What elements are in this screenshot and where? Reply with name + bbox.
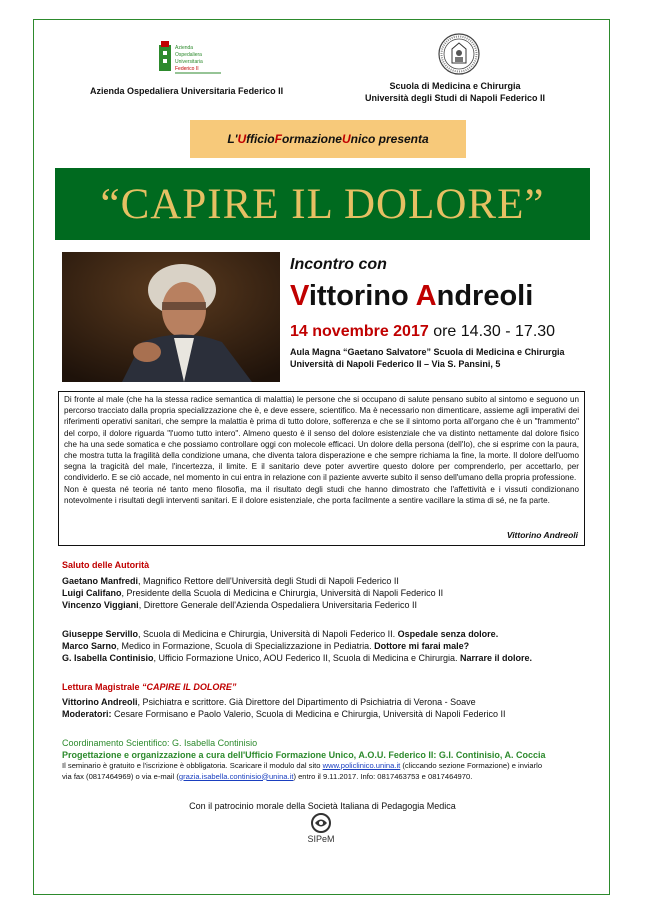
presenta-initial: F xyxy=(274,132,282,146)
aou-federico-ii-logo xyxy=(155,37,225,77)
info-text: via fax (0817464969) o via e-mail ( xyxy=(62,771,179,781)
saluto-title: Saluto delle Autorità xyxy=(62,560,150,570)
talk-title: Narrare il dolore. xyxy=(460,653,533,664)
presenta-box xyxy=(190,120,466,158)
speaker-role: , Scuola di Medicina e Chirurgia, Università di Napoli Federico II. xyxy=(138,629,398,639)
coordinamento-line1: Coordinamento Scientifico: G. Isabella Continisio xyxy=(62,738,258,748)
sipem-logo-block xyxy=(296,812,346,844)
info-text: Il seminario è gratuito e l'iscrizione è obbligatoria. Scaricare il modulo dal sito xyxy=(62,761,323,770)
website-link[interactable]: www.policlinico.unina.it xyxy=(322,761,401,770)
speaker-role: , Ufficio Formazione Unico, AOU Federico II, Scuola di Medicina e Chirurgia. xyxy=(153,653,460,664)
saluto-item xyxy=(62,599,443,611)
intervento-item xyxy=(62,640,532,652)
org-right-line2: Università degli Studi di Napoli Federico II xyxy=(364,93,546,103)
coordinamento-block xyxy=(62,738,546,782)
authority-name: Gaetano Manfredi xyxy=(62,576,139,586)
lettura-details xyxy=(62,696,506,720)
event-venue xyxy=(290,346,590,370)
speaker-role: , Medico in Formazione, Scuola di Specializzazione in Pediatria. xyxy=(116,641,375,652)
svg-text:Universitaria: Universitaria xyxy=(175,59,203,65)
lettura-speaker-role: , Psichiatra e scrittore. Già Direttore del Dipartimento di Psichiatria di Verona - Soave xyxy=(137,697,476,707)
lettura-prefix: Lettura Magistrale xyxy=(62,682,143,692)
email-link[interactable]: grazia.isabella.continisio@unina.it xyxy=(178,771,294,781)
presenta-text: nico presenta xyxy=(350,132,429,146)
interventi-list xyxy=(62,628,532,665)
svg-text:Ospedaliera: Ospedaliera xyxy=(175,52,202,58)
quote-box xyxy=(58,391,585,546)
presenta-text: L' xyxy=(227,132,238,146)
moderatori-label: Moderatori: xyxy=(62,709,112,720)
event-date: 14 novembre 2017 xyxy=(290,323,429,340)
presenta-text: fficio xyxy=(246,132,275,146)
lettura-speaker xyxy=(62,696,506,708)
speaker-name: G. Isabella Continisio xyxy=(62,653,154,664)
coordinamento-line2: Progettazione e organizzazione a cura dell'Ufficio Formazione Unico, A.O.U. Federico II: G.I. Continisio, A. Coccia xyxy=(62,750,546,760)
speaker-name xyxy=(290,280,533,313)
event-time: ore 14.30 - 17.30 xyxy=(433,323,556,340)
venue-line2: Università di Napoli Federico II – Via S. Pansini, 5 xyxy=(290,359,501,369)
registration-info-line1 xyxy=(62,761,546,772)
talk-title: Dottore mi farai male? xyxy=(374,641,470,652)
patrocinio-text: Con il patrocinio morale della Società Italiana di Pedagogia Medica xyxy=(189,801,456,811)
event-title: “CAPIRE IL DOLORE” xyxy=(100,180,545,228)
info-text: (cliccando sezione Formazione) e inviarlo xyxy=(400,761,543,770)
authority-role: , Presidente della Scuola di Medicina e Chirurgia, Università di Napoli Federico II xyxy=(121,588,444,599)
speaker-initial: V xyxy=(290,280,309,312)
lettura-italic-title: “CAPIRE IL DOLORE” xyxy=(142,682,237,692)
sipem-logo-icon xyxy=(310,812,332,834)
presenta-initial: U xyxy=(237,132,247,146)
saluto-item xyxy=(62,575,443,587)
intervento-item xyxy=(62,652,532,664)
event-datetime xyxy=(290,323,555,341)
info-text: ) entro il 9.11.2017. Info: 0817463753 e 0817464970. xyxy=(293,771,473,781)
university-seal-logo xyxy=(438,33,480,75)
presenta-text: ormazione xyxy=(281,132,342,146)
speaker-name-part: ittorino xyxy=(308,280,416,312)
org-right-name xyxy=(360,80,550,104)
speaker-name-part: ndreoli xyxy=(436,280,534,312)
authority-name: Luigi Califano xyxy=(62,588,122,599)
authority-name: Vincenzo Viggiani xyxy=(62,600,139,611)
sipem-label: SIPeM xyxy=(307,834,335,844)
registration-info-line2 xyxy=(62,772,546,783)
speaker-photo xyxy=(62,252,280,382)
authority-role: , Direttore Generale dell'Azienda Ospedaliera Universitaria Federico II xyxy=(138,600,418,611)
lettura-title xyxy=(62,682,236,692)
org-right-line1: Scuola di Medicina e Chirurgia xyxy=(389,81,521,91)
incontro-label: Incontro con xyxy=(290,256,387,273)
moderatori-names: Cesare Formisano e Paolo Valerio, Scuola di Medicina e Chirurgia, Università di Napoli Federico II xyxy=(111,709,506,720)
venue-line1: Aula Magna “Gaetano Salvatore” Scuola di Medicina e Chirurgia xyxy=(290,347,565,357)
title-banner xyxy=(55,168,590,240)
saluto-item xyxy=(62,587,443,599)
moderatori xyxy=(62,708,506,720)
speaker-name: Marco Sarno xyxy=(62,641,117,652)
intervento-item xyxy=(62,628,532,640)
speaker-name: Giuseppe Servillo xyxy=(62,629,139,639)
org-left-name: Azienda Ospedaliera Universitaria Federico II xyxy=(90,86,284,96)
quote-paragraph-2: Non è questa né teoria né tanto meno filosofia, ma il risultato degli studi che hanno dimostrato che l'affettività e i vissuti condizionano notevolmente i risultati degli interventi sanitari. E il dolore esistenziale, che porta facilmente a sentire vacillare la stima di sé, ne fa parte. xyxy=(64,484,579,505)
lettura-speaker-name: Vittorino Andreoli xyxy=(62,697,138,707)
svg-text:Federico II: Federico II xyxy=(175,66,199,72)
presenta-initial: U xyxy=(341,132,351,146)
svg-text:Azienda: Azienda xyxy=(175,45,194,51)
authority-role: , Magnifico Rettore dell'Università degli Studi di Napoli Federico II xyxy=(138,576,399,586)
saluto-list xyxy=(62,575,443,612)
speaker-initial: A xyxy=(415,280,437,312)
quote-paragraph-1: Di fronte al male (che ha la stessa radice semantica di malattia) le persone che si occupano di salute pensano subito al sintomo e seguono un percorso tracciato dalla propria specializzazione che è, e deve essere, scientifico. Ma è necessario non dimenticare, assieme agli imperativi dei riferimenti operativi sanitari, che sempre la malattia è prima di tutto dolore, sofferenza e che se il sintomo porta all'organo che è un "frammento" del corpo, il dolore riguarda "l'uomo tutto intero". Almeno questo è il senso del dolore esistenziale che va distinto nettamente dal dolore fisico che ha una sede somatica e che possiamo controllare oggi con molecole efficaci. Un dolore della persona (dell'Io), che si esprime con la paura, che mostra tutta la fragilità della condizione umana, che diventa talora disperazione e che sempre richiama la fine, la morte. Il dolore dell'uomo segna la tragicità del male, l'incertezza, il limite. E il sanitario deve poter avvertire questo dolore per comprenderlo, per accettarlo, per condividerlo. E se ciò accade, nel momento in cui entra in relazione con il paziente avverte subito il senso dell'umano della propria professione. xyxy=(64,395,579,483)
quote-signature: Vittorino Andreoli xyxy=(506,529,578,540)
talk-title: Ospedale senza dolore. xyxy=(397,629,499,639)
